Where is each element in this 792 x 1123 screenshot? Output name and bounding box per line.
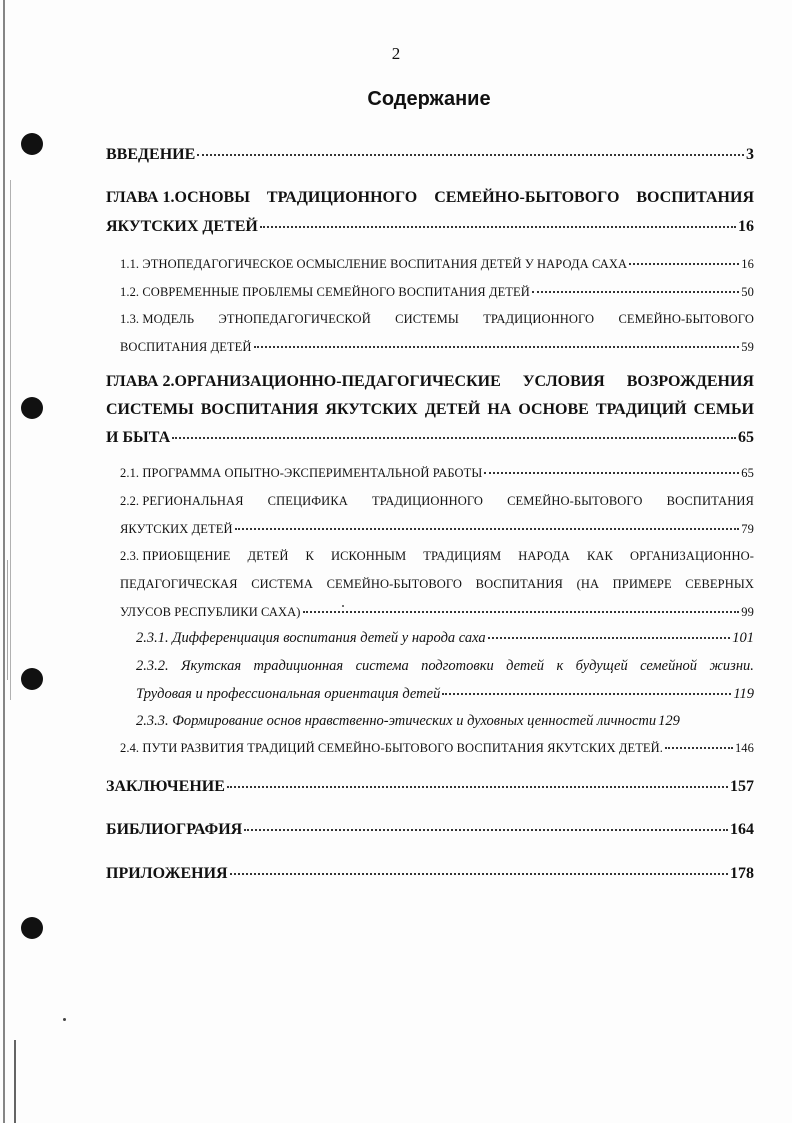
- toc-word: УСЛОВИЯ: [522, 373, 605, 390]
- toc-entry-2-3-1[interactable]: [136, 630, 754, 647]
- toc-entry-1-3[interactable]: [120, 312, 754, 327]
- toc-word: семейной: [640, 658, 698, 674]
- toc-word: ДЕТЕЙ: [424, 401, 481, 418]
- scan-speck: [342, 605, 344, 607]
- toc-word: СЕМЬИ: [693, 401, 754, 418]
- toc-entry-chapter-2-cont[interactable]: [106, 401, 754, 419]
- toc-label: ПРИЛОЖЕНИЯ: [106, 865, 228, 882]
- toc-word: 2.3.2.: [136, 658, 169, 674]
- toc-label: ЯКУТСКИХ ДЕТЕЙ: [120, 522, 233, 536]
- toc-leader: [230, 873, 728, 875]
- toc-page: 119: [733, 686, 754, 702]
- toc-page: 3: [746, 146, 754, 163]
- page-number: 2: [391, 44, 401, 63]
- toc-word: будущей: [575, 658, 628, 674]
- toc-word: ОСНОВЕ: [518, 401, 589, 418]
- toc-word: детей: [506, 658, 545, 674]
- toc-page: 79: [741, 522, 754, 536]
- toc-page: 65: [741, 466, 754, 480]
- toc-word: СИСТЕМА: [251, 577, 314, 591]
- toc-leader: [303, 611, 740, 613]
- toc-word: СЕМЕЙНО-БЫТОВОГО: [618, 312, 754, 326]
- toc-word: ДЕТЕЙ: [247, 549, 289, 563]
- toc-word: ВОСПИТАНИЯ: [636, 189, 754, 206]
- toc-leader: [488, 637, 731, 639]
- toc-word: подготовки: [421, 658, 494, 674]
- toc-label: 2.3.3. Формирование основ нравственно-этических и духовных ценностей личности: [136, 713, 657, 729]
- toc-entry-appendix[interactable]: [106, 865, 754, 883]
- toc-entry-2-1[interactable]: [120, 466, 754, 481]
- scan-streak: [7, 560, 8, 680]
- toc-word: система: [355, 658, 409, 674]
- toc-word: (НА: [576, 577, 600, 591]
- toc-page: 101: [732, 630, 754, 646]
- scan-streak: [14, 1040, 16, 1123]
- toc-word: ВОСПИТАНИЯ: [666, 494, 754, 508]
- toc-label: 2.4. ПУТИ РАЗВИТИЯ ТРАДИЦИЙ СЕМЕЙНО-БЫТОВОГО ВОСПИТАНИЯ ЯКУТСКИХ ДЕТЕЙ.: [120, 741, 664, 755]
- toc-leader: [629, 263, 739, 265]
- toc-word: жизни.: [709, 658, 754, 674]
- toc-word: НА: [487, 401, 512, 418]
- punch-hole: [21, 668, 43, 690]
- toc-label: Трудовая и профессиональная ориентация детей: [136, 686, 441, 702]
- toc-page: 59: [741, 340, 754, 354]
- page-title: Содержание: [367, 88, 491, 110]
- toc-word: СЕМЕЙНО-БЫТОВОГО: [507, 494, 643, 508]
- toc-word: традиционная: [253, 658, 344, 674]
- toc-label: 1.2. СОВРЕМЕННЫЕ ПРОБЛЕМЫ СЕМЕЙНОГО ВОСПИТАНИЯ ДЕТЕЙ: [120, 285, 530, 299]
- scan-streak: [10, 180, 11, 700]
- toc-leader: [254, 346, 740, 348]
- toc-entry-2-3-cont[interactable]: [120, 577, 754, 592]
- toc-leader: [235, 528, 740, 530]
- toc-label: 2.1. ПРОГРАММА ОПЫТНО-ЭКСПЕРИМЕНТАЛЬНОЙ РАБОТЫ: [120, 466, 483, 480]
- toc-label: ЗАКЛЮЧЕНИЕ: [106, 778, 225, 795]
- toc-leader: [665, 747, 733, 749]
- toc-word: ВОЗРОЖДЕНИЯ: [626, 373, 754, 390]
- toc-word: СПЕЦИФИКА: [267, 494, 348, 508]
- toc-label: ВВЕДЕНИЕ: [106, 146, 196, 163]
- toc-word: ТРАДИЦИОННОГО: [483, 312, 595, 326]
- toc-label: 2.3.1. Дифференциация воспитания детей у народа саха: [136, 630, 486, 646]
- toc-entry-1-1[interactable]: [120, 257, 754, 272]
- toc-leader: [227, 786, 728, 788]
- toc-page: 157: [730, 778, 754, 795]
- toc-entry-bibliography[interactable]: [106, 821, 754, 839]
- toc-leader: [244, 829, 728, 831]
- toc-leader: [442, 693, 731, 695]
- toc-word: 1.3. МОДЕЛЬ: [120, 312, 195, 326]
- toc-word: ВОСПИТАНИЯ: [200, 401, 319, 418]
- toc-word: ПЕДАГОГИЧЕСКАЯ: [120, 577, 238, 591]
- toc-word: К: [305, 549, 314, 563]
- toc-leader: [197, 154, 744, 156]
- toc-page: 16: [741, 257, 754, 271]
- toc-label: УЛУСОВ РЕСПУБЛИКИ САХА): [120, 605, 301, 619]
- scan-speck: [63, 1018, 66, 1021]
- punch-hole: [21, 133, 43, 155]
- toc-word: 2.2. РЕГИОНАЛЬНАЯ: [120, 494, 244, 508]
- toc-label: 1.1. ЭТНОПЕДАГОГИЧЕСКОЕ ОСМЫСЛЕНИЕ ВОСПИТАНИЯ ДЕТЕЙ У НАРОДА САХА: [120, 257, 628, 271]
- toc-page: 16: [738, 218, 754, 235]
- punch-hole: [21, 397, 43, 419]
- scan-streak: [3, 0, 5, 1123]
- toc-word: ТРАДИЦИЙ: [595, 401, 687, 418]
- toc-entry-chapter-1[interactable]: [106, 189, 754, 207]
- toc-entry-2-2[interactable]: [120, 494, 754, 509]
- toc-word: КАК: [586, 549, 613, 563]
- toc-word: ТРАДИЦИЯМ: [423, 549, 502, 563]
- toc-leader: [532, 291, 739, 293]
- toc-page: 146: [734, 741, 754, 755]
- toc-word: ЯКУТСКИХ: [325, 401, 418, 418]
- toc-leader: [260, 226, 736, 228]
- toc-page: 99: [741, 605, 754, 619]
- toc-word: ЭТНОПЕДАГОГИЧЕСКОЙ: [218, 312, 371, 326]
- toc-entry-2-3-end[interactable]: [120, 605, 754, 620]
- toc-label: ВОСПИТАНИЯ ДЕТЕЙ: [120, 340, 252, 354]
- toc-word: СИСТЕМЫ: [395, 312, 459, 326]
- toc-label: БИБЛИОГРАФИЯ: [106, 821, 243, 838]
- toc-entry-chapter-2[interactable]: [106, 373, 754, 391]
- toc-word: 2.3. ПРИОБЩЕНИЕ: [120, 549, 231, 563]
- toc-entry-1-3-cont[interactable]: [120, 340, 754, 355]
- toc-word: Якутская: [181, 658, 242, 674]
- toc-word: СИСТЕМЫ: [106, 401, 194, 418]
- toc-page: 50: [741, 285, 754, 299]
- toc-word: ГЛАВА 2.ОРГАНИЗАЦИОННО-ПЕДАГОГИЧЕСКИЕ: [106, 373, 501, 390]
- toc-word: СЕМЕЙНО-БЫТОВОГО: [434, 189, 620, 206]
- toc-label: И БЫТА: [106, 429, 171, 446]
- toc-page: 164: [730, 821, 754, 838]
- toc-word: ПРИМЕРЕ: [612, 577, 672, 591]
- toc-page: 178: [730, 865, 754, 882]
- toc-entry-intro[interactable]: [106, 146, 754, 164]
- toc-word: СЕВЕРНЫХ: [685, 577, 754, 591]
- toc-label: ЯКУТСКИХ ДЕТЕЙ: [106, 218, 258, 235]
- toc-entry-2-2-cont[interactable]: [120, 522, 754, 537]
- toc-entry-2-3-2[interactable]: [136, 658, 754, 675]
- toc-word: НАРОДА: [518, 549, 570, 563]
- toc-entry-2-3-2-cont[interactable]: [136, 686, 754, 703]
- toc-leader: [172, 437, 736, 439]
- toc-word: ТРАДИЦИОННОГО: [372, 494, 483, 508]
- toc-word: ТРАДИЦИОННОГО: [266, 189, 418, 206]
- toc-entry-conclusion[interactable]: [106, 778, 754, 796]
- toc-entry-1-2[interactable]: [120, 285, 754, 300]
- toc-word: ВОСПИТАНИЯ: [475, 577, 563, 591]
- toc-entry-chapter-1-cont[interactable]: [106, 218, 754, 236]
- toc-word: к: [556, 658, 564, 674]
- toc-leader: [484, 472, 739, 474]
- toc-word: ОРГАНИЗАЦИОННО-: [629, 549, 754, 563]
- toc-word: СЕМЕЙНО-БЫТОВОГО: [326, 577, 463, 591]
- toc-entry-2-3-3[interactable]: [136, 713, 754, 730]
- toc-entry-2-3[interactable]: [120, 549, 754, 564]
- toc-word: ИСКОННЫМ: [330, 549, 407, 563]
- toc-page: 129: [658, 713, 680, 729]
- toc-entry-2-4[interactable]: [120, 741, 754, 756]
- toc-page: 65: [738, 429, 754, 446]
- punch-hole: [21, 917, 43, 939]
- toc-entry-chapter-2-end[interactable]: [106, 429, 754, 447]
- toc-word: ГЛАВА 1.ОСНОВЫ: [106, 189, 250, 206]
